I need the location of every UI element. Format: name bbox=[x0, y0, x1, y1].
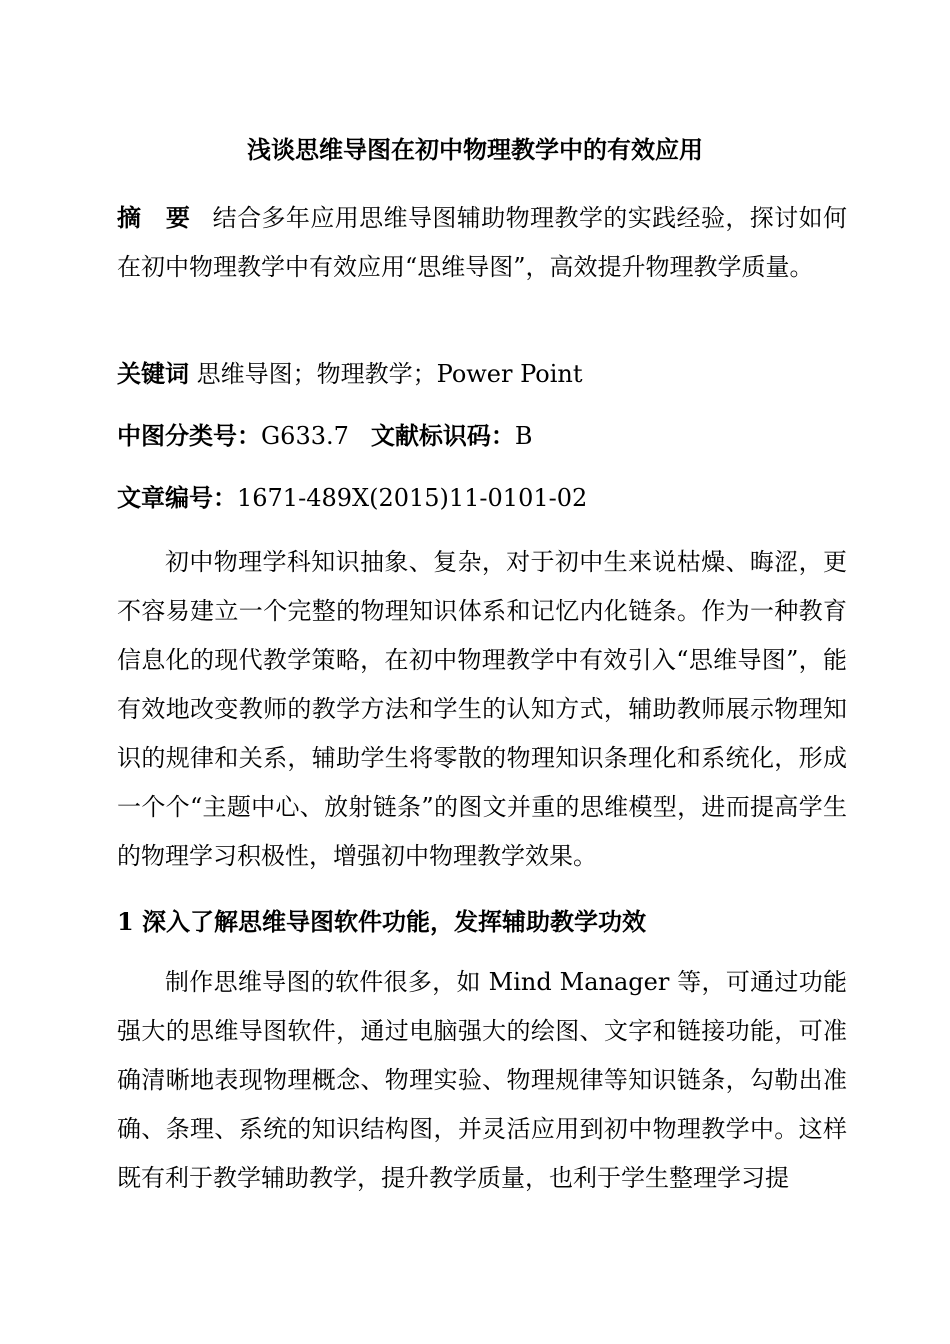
abstract-text: 结合多年应用思维导图辅助物理教学的实践经验，探讨如何在初中物理教学中有效应用“思维导图”，高效提升物理教学质量。 bbox=[117, 204, 848, 281]
abstract-label: 摘 要 bbox=[117, 203, 191, 232]
doc-code-value: B bbox=[514, 422, 533, 450]
keywords bbox=[117, 354, 847, 394]
article-number bbox=[117, 478, 847, 518]
paper-title: 浅谈思维导图在初中物理教学中的有效应用 bbox=[247, 135, 703, 164]
article-number-value: 1671-489X(2015)11-0101-02 bbox=[237, 484, 588, 512]
keywords-label: 关键词 bbox=[117, 359, 189, 388]
body-paragraph-2: 制作思维导图的软件很多，如 Mind Manager 等，可通过功能强大的思维导图软件，通过电脑强大的绘图、文字和链接功能，可准确清晰地表现物理概念、物理实验、物理规律等知识链条，勾勒出准确、条理、系统的知识结构图，并灵活应用到初中物理教学中。这样既有利于教学辅助教学，提升教学质量，也利于学生整理学习提 bbox=[117, 968, 847, 1192]
article-number-label: 文章编号： bbox=[117, 483, 237, 512]
clc-label: 中图分类号： bbox=[117, 421, 261, 450]
doc-code-label: 文献标识码： bbox=[370, 421, 515, 450]
section-heading-1: 1 深入了解思维导图软件功能，发挥辅助教学功效 bbox=[117, 907, 647, 936]
body-paragraph-1: 初中物理学科知识抽象、复杂，对于初中生来说枯燥、晦涩，更不容易建立一个完整的物理知识体系和记忆内化链条。作为一种教育信息化的现代教学策略，在初中物理教学中有效引入“思维导图”，能有效地改变教师的教学方法和学生的认知方式，辅助教师展示物理知识的规律和关系，辅助学生将零散的物理知识条理化和系统化，形成一个个“主题中心、放射链条”的图文并重的思维模型，进而提高学生的物理学习积极性，增强初中物理教学效果。 bbox=[117, 548, 847, 870]
keywords-text: 思维导图；物理教学；Power Point bbox=[196, 360, 583, 388]
abstract bbox=[117, 193, 847, 292]
clc-value: G633.7 bbox=[261, 422, 349, 450]
classification-line bbox=[117, 416, 847, 456]
